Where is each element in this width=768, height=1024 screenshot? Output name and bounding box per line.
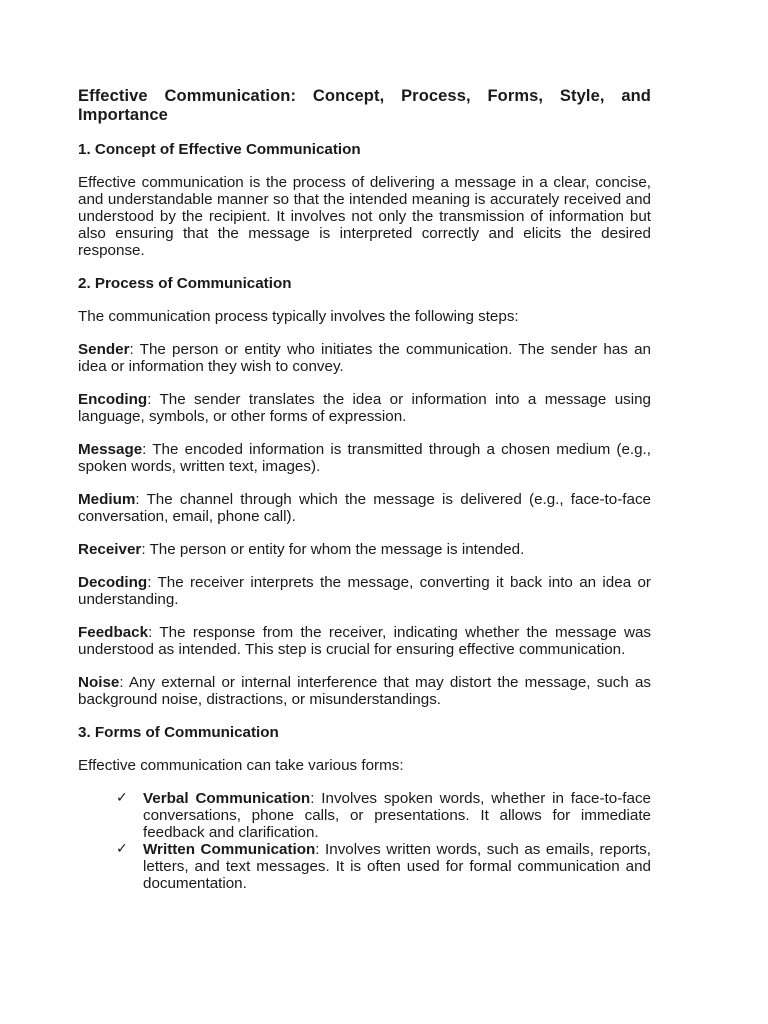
step-term: Sender (78, 341, 130, 358)
process-step-feedback (78, 624, 651, 658)
forms-intro: Effective communication can take various forms: (78, 757, 404, 774)
list-item-written (116, 841, 651, 892)
form-term: Written Communication (143, 841, 316, 858)
list-item-verbal (116, 790, 651, 841)
process-step-receiver (78, 541, 651, 558)
document-page (78, 87, 651, 892)
step-term: Receiver (78, 541, 142, 558)
step-description: : The sender translates the idea or information into a message using language, symbols, or other forms of expression. (78, 391, 651, 425)
process-step-noise (78, 674, 651, 708)
process-step-message (78, 441, 651, 475)
checkmark-icon: ✓ (116, 841, 128, 857)
form-description: : Involves spoken words, whether in face-to-face conversations, phone calls, or presentations. It allows for immediate feedback and clarification. (143, 790, 651, 841)
step-term: Encoding (78, 391, 148, 408)
form-term: Verbal Communication (143, 790, 311, 807)
process-step-encoding (78, 391, 651, 425)
concept-paragraph: Effective communication is the process of delivering a message in a clear, concise, and understandable manner so that the intended meaning is accurately received and understood by the recipient. It involves not only the transmission of information but also ensuring that the message is interpreted correctly and elicits the desired response. (78, 174, 651, 259)
section-heading-forms: 3. Forms of Communication (78, 724, 279, 741)
step-description: : The response from the receiver, indicating whether the message was understood as intended. This step is crucial for ensuring effective communication. (78, 624, 651, 658)
process-intro: The communication process typically involves the following steps: (78, 308, 519, 325)
step-term: Decoding (78, 574, 148, 591)
step-term: Medium (78, 491, 136, 508)
step-term: Noise (78, 674, 120, 691)
step-term: Message (78, 441, 143, 458)
form-description: : Involves written words, such as emails, reports, letters, and text messages. It is often used for formal communication and documentation. (143, 841, 651, 892)
step-description: : The encoded information is transmitted through a chosen medium (e.g., spoken words, written text, images). (78, 441, 651, 475)
process-step-decoding (78, 574, 651, 608)
step-description: : The person or entity who initiates the communication. The sender has an idea or information they wish to convey. (78, 341, 651, 375)
forms-list (78, 790, 651, 892)
step-description: : The channel through which the message is delivered (e.g., face-to-face conversation, email, phone call). (78, 491, 651, 525)
step-term: Feedback (78, 624, 149, 641)
step-description: : The receiver interprets the message, converting it back into an idea or understanding. (78, 574, 651, 608)
process-step-medium (78, 491, 651, 525)
checkmark-icon: ✓ (116, 790, 128, 806)
section-heading-concept: 1. Concept of Effective Communication (78, 141, 361, 158)
section-heading-process: 2. Process of Communication (78, 275, 292, 292)
process-step-sender (78, 341, 651, 375)
step-description: : The person or entity for whom the message is intended. (141, 541, 525, 558)
document-title: Effective Communication: Concept, Process, Forms, Style, and Importance (78, 87, 651, 124)
step-description: : Any external or internal interference that may distort the message, such as background noise, distractions, or misunderstandings. (78, 674, 651, 708)
